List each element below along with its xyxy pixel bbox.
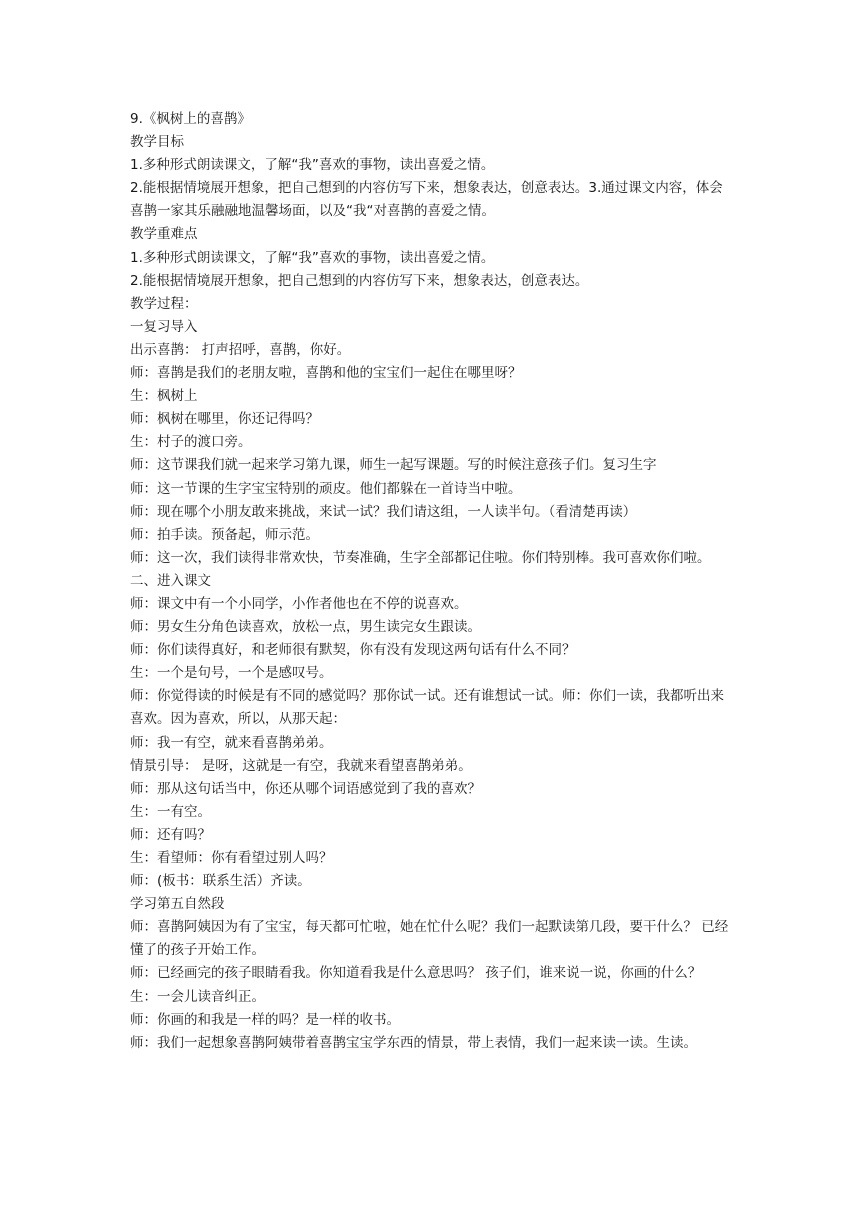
paragraph: 师：还有吗？ (130, 826, 211, 843)
paragraph: 二、进入课文 (130, 572, 211, 589)
paragraph: 生：村子的渡口旁。 (130, 434, 252, 451)
paragraph: 师：已经画完的孩子眼睛看我。你知道看我是什么意思吗？ 孩子们，谁来说一说，你画的什么？ (130, 965, 702, 982)
paragraph: 学习第五自然段 (130, 896, 225, 913)
paragraph: 师：我一有空，就来看喜鹊弟弟。 (130, 734, 333, 751)
paragraph: 一复习导入 (130, 318, 198, 335)
paragraph: 师：这节课我们就一起来学习第九课，师生一起写课题。写的时候注意孩子们。复习生字 (130, 457, 657, 474)
paragraph: 师：这一次，我们读得非常欢快，节奏准确，生字全部都记住啦。你们特别棒。我可喜欢你们啦。 (130, 549, 711, 566)
paragraph: 1.多种形式朗读课文，了解“我”喜欢的事物，读出喜爱之情。 (130, 157, 495, 174)
paragraph: 师：这一节课的生字宝宝特别的顽皮。他们都躲在一首诗当中啦。 (130, 480, 522, 497)
paragraph: 师：枫树在哪里，你还记得吗？ (130, 411, 319, 428)
paragraph: 教学目标 (130, 134, 184, 151)
lesson-title: 9.《枫树上的喜鹊》 (130, 111, 251, 127)
paragraph: 教学重难点 (130, 226, 198, 243)
paragraph: 情景引导： 是呀，这就是一有空，我就来看望喜鹊弟弟。 (130, 757, 472, 774)
paragraph: 师：课文中有一个小同学，小作者他也在不停的说喜欢。 (130, 595, 468, 612)
paragraph: 师：拍手读。预备起，师示范。 (130, 526, 319, 543)
paragraph: 师：(板书：联系生活）齐读。 (130, 873, 311, 890)
paragraph: 师：你觉得读的时候是有不同的感觉吗？那你试一试。还有谁想试一试。师：你们一读，我都听出来喜欢。因为喜欢，所以，从那天起： (130, 688, 724, 728)
paragraph: 师：现在哪个小朋友敢来挑战，来试一试？我们请这组，一人读半句。（看清楚再读） (130, 503, 637, 520)
paragraph: 教学过程： (130, 295, 198, 312)
paragraph: 生：一个是句号，一个是感叹号。 (130, 665, 333, 682)
paragraph: 生：一会儿读音纠正。 (130, 988, 265, 1005)
paragraph: 1.多种形式朗读课文，了解“我”喜欢的事物，读出喜爱之情。 (130, 249, 495, 266)
paragraph: 生：一有空。 (130, 803, 211, 820)
paragraph: 师：你画的和我是一样的吗？是一样的收书。 (130, 1011, 400, 1028)
paragraph: 2.能根据情境展开想象，把自己想到的内容仿写下来，想象表达，创意表达。 (130, 272, 589, 289)
paragraph: 生：枫树上 (130, 388, 198, 405)
paragraph: 师：喜鹊阿姨因为有了宝宝，每天都可忙啦，她在忙什么呢？我们一起默读第几段，要干什么？ 已经懂了的孩子开始工作。 (130, 919, 729, 959)
paragraph: 师：男女生分角色读喜欢，放松一点，男生读完女生跟读。 (130, 619, 481, 636)
document-body (130, 108, 730, 1055)
paragraph: 生：看望师：你有看望过别人吗？ (130, 850, 333, 866)
paragraph: 师：喜鹊是我们的老朋友啦，喜鹊和他的宝宝们一起住在哪里呀？ (130, 365, 522, 382)
paragraph: 2.能根据情境展开想象，把自己想到的内容仿写下来，想象表达，创意表达。3.通过课文内容，体会喜鹊一家其乐融融地温馨场面，以及“我“对喜鹊的喜爱之情。 (130, 180, 723, 220)
paragraph: 师：你们读得真好，和老师很有默契，你有没有发现这两句话有什么不同？ (130, 642, 576, 659)
paragraph: 师：那从这句话当中，你还从哪个词语感觉到了我的喜欢？ (130, 780, 481, 797)
paragraph: 师：我们一起想象喜鹊阿姨带着喜鹊宝宝学东西的情景，带上表情，我们一起来读一读。生读。 (130, 1034, 697, 1051)
paragraph: 出示喜鹊： 打声招呼，喜鹊，你好。 (130, 341, 351, 358)
